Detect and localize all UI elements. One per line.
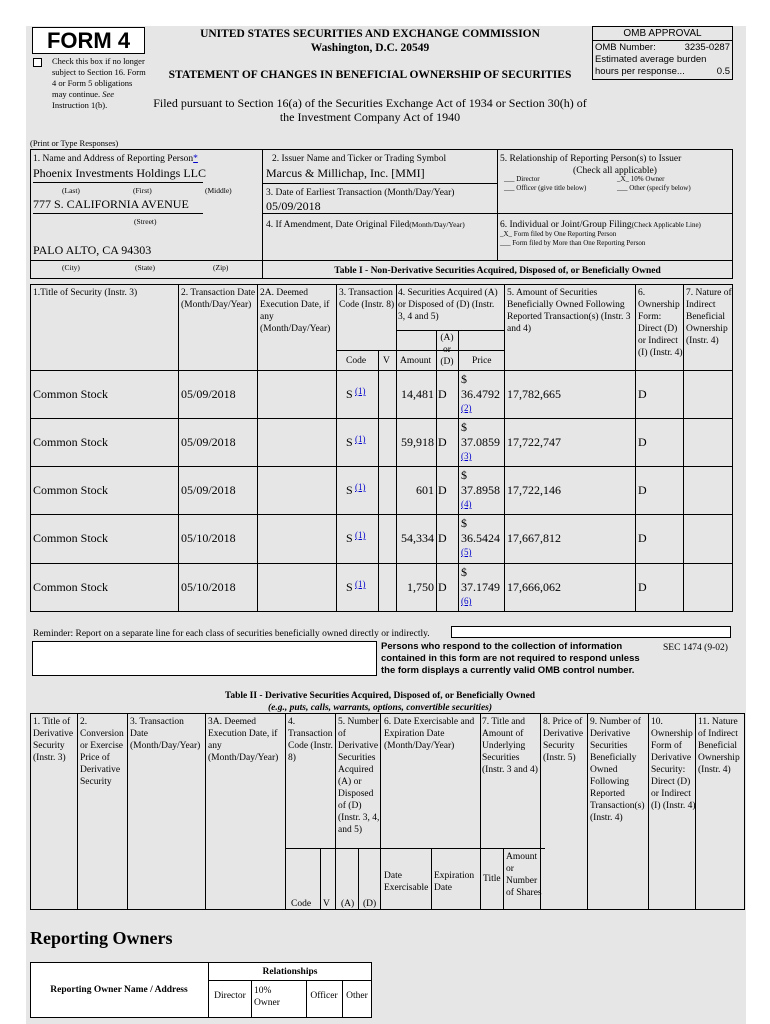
table2-subtitle: (e.g., puts, calls, warrants, options, convertible securities) [267,703,493,713]
omb-approval-box [592,26,733,80]
box6-label-small: (Check Applicable Line) [631,221,701,229]
t2-sub-expiration: Expiration Date [434,871,475,893]
t1-row-price-footnote[interactable]: (5) [461,547,472,557]
t1-row-form: D [638,580,647,594]
t1-sub-amount: Amount [400,356,432,366]
omb-hours-row [593,66,732,78]
t1-row-title: Common Stock [33,387,109,401]
t1-row-owned: 17,782,665 [507,387,561,401]
omb-number-row [593,41,732,54]
t1-row-code: S [346,483,353,497]
label-city: (City) [62,263,80,272]
rel-other-label: Other (specify below) [629,184,691,192]
t1-row-price-symbol: $ [461,420,467,434]
omb-number-label: OMB Number: [595,42,656,53]
t1-row-owned: 17,666,062 [507,580,561,594]
reporting-person-name: Phoenix Investments Holdings LLC [33,166,206,180]
t1-row-date: 05/09/2018 [181,387,236,401]
t1-row-code: S [346,435,353,449]
t1-row-code-footnote[interactable]: (1) [355,386,366,396]
t1-row-code-footnote[interactable]: (1) [355,530,366,540]
t1-row-code: S [346,531,353,545]
t2-sub-a: (A) [341,899,355,909]
t2-sub-code: Code [291,899,312,909]
print-type-note: (Print or Type Responses) [30,138,119,148]
box2-label: 2. Issuer Name and Ticker or Trading Symbol [272,154,447,164]
t1-row-price: 37.0859 [461,435,500,449]
owners-other: Other [346,991,368,1001]
t1-row-form: D [638,483,647,497]
t1-row-aord: D [438,387,447,401]
t2-sub-v: V [323,899,330,909]
rel-director-label: Director [516,175,540,183]
notice-field [32,641,377,676]
label-street: (Street) [134,217,157,226]
t1-row-code-footnote[interactable]: (1) [355,482,366,492]
box4-label-text: 4. If Amendment, Date Original Filed [266,220,410,230]
t1-row-date: 05/10/2018 [181,531,236,545]
street-address: 777 S. CALIFORNIA AVENUE [33,197,189,211]
rel-officer-label: Officer (give title below) [516,184,587,192]
box1-footnote-star[interactable]: * [193,154,198,164]
reporting-owners-heading: Reporting Owners [30,928,173,948]
city-state-zip: PALO ALTO, CA 94303 [33,243,152,257]
box3-label: 3. Date of Earliest Transaction (Month/Day/Year) [266,188,455,198]
t1-row-form: D [638,387,647,401]
agency-name: UNITED STATES SECURITIES AND EXCHANGE COMMISSION [200,28,540,40]
omb-title: OMB APPROVAL [593,27,732,41]
t2-h10: 10. Ownership Form of Derivative Security: Direct (D) or Indirect (I) (Instr. 4) [651,717,696,811]
persons-notice: Persons who respond to the collection of information contained in this form are not required to respond unless the form displays a currently valid OMB control number. [381,641,640,676]
box1-label [33,153,198,165]
t1-row-price: 36.5424 [461,531,500,545]
t1-h-title: 1.Title of Security (Instr. 3) [33,288,138,298]
t1-row-price-footnote[interactable]: (2) [461,403,472,413]
t2-h3a: 3A. Deemed Execution Date, if any (Month/Day/Year) [208,717,279,763]
label-last: (Last) [62,186,80,195]
t1-row-title: Common Stock [33,435,109,449]
t1-sub-aord: (A) or (D) [440,333,454,367]
t1-row-aord: D [438,483,447,497]
t2-h3: 3. Transaction Date (Month/Day/Year) [130,717,201,751]
t1-row-amount: 54,334 [401,531,434,545]
t1-row-price-footnote[interactable]: (6) [461,596,472,606]
t2-h6: 6. Date Exercisable and Expiration Date (Month/Day/Year) [384,717,475,751]
t1-row-amount: 14,481 [401,387,434,401]
table1-title: Table I - Non-Derivative Securities Acquired, Disposed of, or Beneficially Owned [334,266,661,276]
owners-10pct: 10% Owner [254,986,280,1008]
t1-row-owned: 17,667,812 [507,531,561,545]
rel-other: ___ Other (specify below) [617,184,691,192]
t1-row-date: 05/09/2018 [181,483,236,497]
t1-row-owned: 17,722,747 [507,435,561,449]
owners-officer: Officer [310,991,338,1001]
t1-h-deemed: 2A. Deemed Execution Date, if any (Month/Day/Year) [260,288,331,334]
t1-row-title: Common Stock [33,483,109,497]
t2-h11: 11. Nature of Indirect Beneficial Ownership (Instr. 4) [698,717,740,775]
t1-row-price-symbol: $ [461,516,467,530]
check-box-instruction: Instruction 1(b). [52,100,108,110]
t2-h1: 1. Title of Derivative Security (Instr. 3) [33,717,74,763]
box5-label: 5. Relationship of Reporting Person(s) to Issuer [500,154,682,164]
t1-row-title: Common Stock [33,531,109,545]
filing-one-person: _X_ Form filed by One Reporting Person [500,230,617,238]
t1-row-amount: 59,918 [401,435,434,449]
label-state: (State) [135,263,155,272]
t1-h-owned: 5. Amount of Securities Beneficially Owned Following Reported Transaction(s) (Instr. 3 and 4) [507,288,631,334]
issuer-name: Marcus & Millichap, Inc. [MMI] [266,166,425,180]
t1-sub-v: V [383,356,390,366]
earliest-transaction-date: 05/09/2018 [266,199,321,213]
label-first: (First) [133,186,152,195]
check-box-see: See [102,89,115,99]
t2-h8: 8. Price of Derivative Security (Instr. 5) [543,717,584,763]
t1-row-price-symbol: $ [461,372,467,386]
t2-sub-exercisable: Date Exercisable [384,871,429,893]
box6-label-text: 6. Individual or Joint/Group Filing [500,220,632,230]
t1-row-price-symbol: $ [461,468,467,482]
owners-col-name: Reporting Owner Name / Address [50,985,188,995]
rel-10pct-owner: _X_ 10% Owner [617,175,665,183]
omb-number-value: 3235-0287 [684,42,730,53]
table2-title: Table II - Derivative Securities Acquired, Disposed of, or Beneficially Owned [224,691,536,701]
t1-row-code: S [346,387,353,401]
owners-relationships: Relationships [262,967,318,977]
t2-sub-amount: Amount or Number of Shares [506,852,542,898]
t1-row-form: D [638,531,647,545]
box1-label-text: 1. Name and Address of Reporting Person [33,154,194,164]
t1-row-price: 36.4792 [461,387,500,401]
check-box-text: Check this box if no longer subject to Section 16. Form 4 or Form 5 obligations may continue. [52,56,146,99]
t1-h-date: 2. Transaction Date (Month/Day/Year) [181,288,256,310]
omb-burden-label: Estimated average burden [595,54,707,65]
t1-row-title: Common Stock [33,580,109,594]
filed-pursuant-line1: Filed pursuant to Section 16(a) of the Securities Exchange Act of 1934 or Section 30(h) of [153,96,587,110]
t1-row-amount: 1,750 [407,580,434,594]
t1-row-price-footnote[interactable]: (4) [461,499,472,509]
label-middle: (Middle) [205,186,232,195]
t1-row-code-footnote[interactable]: (1) [355,579,366,589]
agency-city: Washington, D.C. 20549 [310,42,430,54]
rel-director: ___ Director [504,175,540,183]
sec-form-code: SEC 1474 (9-02) [663,643,728,653]
filed-pursuant-line2: the Investment Company Act of 1940 [279,110,461,124]
t2-h2: 2. Conversion or Exercise Price of Derivative Security [80,717,124,787]
t2-sub-d: (D) [363,899,377,909]
t1-row-date: 05/10/2018 [181,580,236,594]
t1-row-form: D [638,435,647,449]
owners-director: Director [214,991,246,1001]
t2-h9: 9. Number of Derivative Securities Beneficially Owned Following Reported Transaction(s) (Instr. 4) [590,717,645,823]
filing-more-persons: ___ Form filed by More than One Reporting Person [500,239,646,247]
t1-row-code: S [346,580,353,594]
reminder-field [451,626,731,638]
t1-row-amount: 601 [416,483,434,497]
t1-h-form: 6. Ownership Form: Direct (D) or Indirect (I) (Instr. 4) [638,288,683,358]
no-longer-subject-checkbox[interactable] [33,58,42,67]
t1-row-date: 05/09/2018 [181,435,236,449]
t1-row-price: 37.8958 [461,483,500,497]
omb-hours-label: hours per response... [595,66,685,77]
box4-label [266,219,465,231]
t1-row-code-footnote[interactable]: (1) [355,434,366,444]
t2-h4: 4. Transaction Code (Instr. 8) [288,717,333,763]
check-box-instructions [52,56,147,111]
t1-row-price-symbol: $ [461,565,467,579]
t1-row-price-footnote[interactable]: (3) [461,451,472,461]
rel-officer: ___ Officer (give title below) [504,184,587,192]
t2-sub-title: Title [483,874,501,884]
reminder-text: Reminder: Report on a separate line for each class of securities beneficially owned directly or indirectly. [33,629,430,639]
box5-sub: (Check all applicable) [573,166,657,176]
label-zip: (Zip) [213,263,229,272]
t1-sub-price: Price [472,356,492,366]
statement-title: STATEMENT OF CHANGES IN BENEFICIAL OWNERSHIP OF SECURITIES [168,69,572,81]
t1-row-aord: D [438,531,447,545]
t1-h-nature: 7. Nature of Indirect Beneficial Ownership (Instr. 4) [686,288,732,346]
t2-h5: 5. Number of Derivative Securities Acquired (A) or Disposed of (D) (Instr. 3, 4, and 5) [338,717,380,835]
box4-label-small: (Month/Day/Year) [409,220,465,229]
t1-h-code: 3. Transaction Code (Instr. 8) [339,288,395,310]
omb-hours-value: 0.5 [716,66,730,77]
t1-row-price: 37.1749 [461,580,500,594]
t2-h7: 7. Title and Amount of Underlying Securities (Instr. 3 and 4) [482,717,538,775]
t1-sub-code: Code [346,356,367,366]
t1-row-aord: D [438,435,447,449]
t1-row-aord: D [438,580,447,594]
t1-row-owned: 17,722,146 [507,483,561,497]
t1-h-acquired: 4. Securities Acquired (A) or Disposed of (D) (Instr. 3, 4 and 5) [398,288,498,322]
form-title: FORM 4 [32,27,145,54]
